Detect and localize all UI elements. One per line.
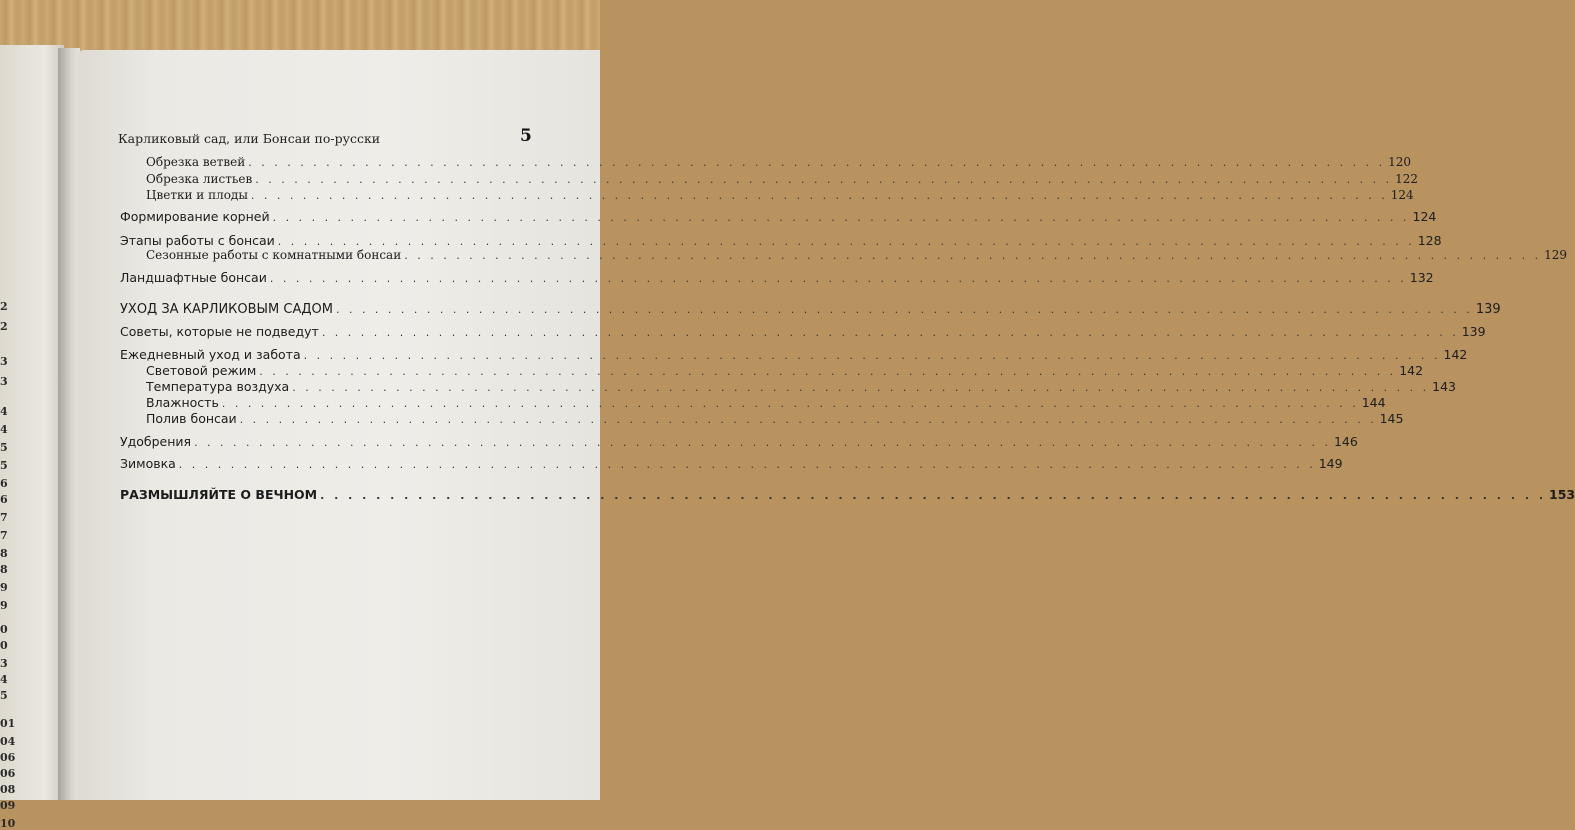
toc-entry-page: 153 [1549, 487, 1575, 502]
leader-dots [278, 235, 1415, 248]
toc-entry [120, 347, 1468, 364]
page-number: 5 [520, 126, 532, 146]
leader-dots [251, 189, 1388, 202]
toc-entry-title: Обрезка листьев [146, 172, 253, 186]
toc-entry-title: Зимовка [120, 456, 176, 471]
leader-dots [336, 303, 1473, 316]
toc-entry-title: Этапы работы с бонсаи [120, 233, 275, 248]
toc-entry [120, 456, 1343, 473]
toc-entry-page: 146 [1333, 434, 1358, 449]
toc-entry-page: 142 [1399, 363, 1424, 378]
left-page-number: 5 [0, 459, 8, 472]
toc-entry-title: РАЗМЫШЛЯЙТЕ О ВЕЧНОМ [120, 487, 318, 502]
toc-entry-page: 149 [1318, 456, 1343, 471]
left-page-number: 5 [0, 441, 8, 454]
toc-entry-page: 122 [1395, 172, 1419, 186]
toc-entry-title: Ежедневный уход и забота [120, 347, 301, 362]
leader-dots [304, 349, 1441, 362]
toc-entry-title: Температура воздуха [146, 379, 290, 394]
left-page-number: 8 [0, 547, 8, 560]
toc-entry-page: 128 [1417, 233, 1442, 248]
toc-entry-title: Формирование корней [120, 209, 270, 224]
leader-dots [255, 173, 1392, 186]
toc-entry-title: Ландшафтные бонсаи [120, 270, 267, 285]
leader-dots [270, 272, 1407, 285]
toc-section-heading [120, 487, 1575, 504]
leader-dots [404, 249, 1541, 262]
toc-entry [146, 172, 1419, 189]
toc-entry-page: 143 [1432, 379, 1456, 394]
toc-entry-title: УХОД ЗА КАРЛИКОВЫМ САДОМ [120, 302, 333, 317]
leader-dots [179, 458, 1316, 471]
toc-entry [146, 395, 1386, 412]
left-page-number: 3 [0, 375, 8, 388]
left-page-number: 10 [0, 817, 16, 830]
running-header: Карликовый сад, или Бонсаи по-русски [118, 131, 381, 146]
toc-entry [120, 270, 1434, 287]
left-page-number: 08 [0, 783, 16, 796]
book-gutter [58, 48, 80, 800]
toc-entry-page: 139 [1475, 302, 1501, 317]
left-page-number: 6 [0, 493, 8, 506]
leader-dots [259, 365, 1396, 378]
left-page-number: 4 [0, 405, 8, 418]
toc-entry-title: Полив бонсаи [146, 411, 237, 426]
toc-section-heading [120, 302, 1501, 319]
toc-entry-title: Удобрения [120, 434, 192, 449]
toc-entry [146, 411, 1404, 428]
toc-entry-page: 129 [1544, 248, 1568, 262]
left-page-number: 9 [0, 581, 8, 594]
left-page-number: 3 [0, 657, 8, 670]
left-page-number: 7 [0, 529, 8, 542]
toc-entry-page: 145 [1379, 411, 1404, 426]
toc-entry [146, 188, 1414, 205]
leader-dots [320, 489, 1546, 502]
toc-entry-page: 132 [1409, 270, 1434, 285]
left-page-number: 8 [0, 563, 8, 576]
left-page-number: 2 [0, 300, 8, 313]
left-page-number: 0 [0, 639, 8, 652]
toc-entry-page: 139 [1461, 324, 1486, 339]
left-page-number: 09 [0, 799, 16, 812]
left-page-number: 9 [0, 599, 8, 612]
left-page-number: 06 [0, 751, 16, 764]
leader-dots [322, 326, 1459, 339]
toc-entry [120, 209, 1437, 226]
toc-entry-title: Влажность [146, 395, 219, 410]
toc-entry-title: Световой режим [146, 363, 257, 378]
toc-entry-page: 142 [1443, 347, 1468, 362]
left-page-number: 01 [0, 717, 16, 730]
toc-entry-title: Советы, которые не подведут [120, 324, 319, 339]
left-page-number: 3 [0, 355, 8, 368]
left-page-number: 2 [0, 320, 8, 333]
toc-entry [146, 363, 1424, 380]
toc-entry [120, 324, 1486, 341]
toc-entry [146, 248, 1568, 265]
toc-entry [146, 155, 1412, 172]
left-page-number: 04 [0, 735, 16, 748]
leader-dots [240, 413, 1377, 426]
toc-entry-page: 124 [1390, 188, 1414, 202]
toc-entry-page: 124 [1412, 209, 1437, 224]
toc-entry [146, 379, 1456, 396]
leader-dots [248, 156, 1385, 169]
leader-dots [273, 211, 1410, 224]
toc-entry-page: 144 [1361, 395, 1386, 410]
leader-dots [222, 397, 1359, 410]
toc-entry-page: 120 [1388, 155, 1412, 169]
leader-dots [194, 436, 1331, 449]
left-page-number: 06 [0, 767, 16, 780]
toc-entry-title: Цветки и плоды [146, 188, 248, 202]
toc-entry [120, 434, 1358, 451]
toc-entry-title: Сезонные работы с комнатными бонсаи [146, 248, 402, 262]
left-page-number: 6 [0, 477, 8, 490]
left-page-number: 0 [0, 623, 8, 636]
left-page-number: 5 [0, 689, 8, 702]
toc-entry-title: Обрезка ветвей [146, 155, 246, 169]
left-page-number: 4 [0, 673, 8, 686]
left-page-edge [0, 45, 64, 830]
leader-dots [292, 381, 1429, 394]
left-page-number: 4 [0, 423, 8, 436]
left-page-number: 7 [0, 511, 8, 524]
